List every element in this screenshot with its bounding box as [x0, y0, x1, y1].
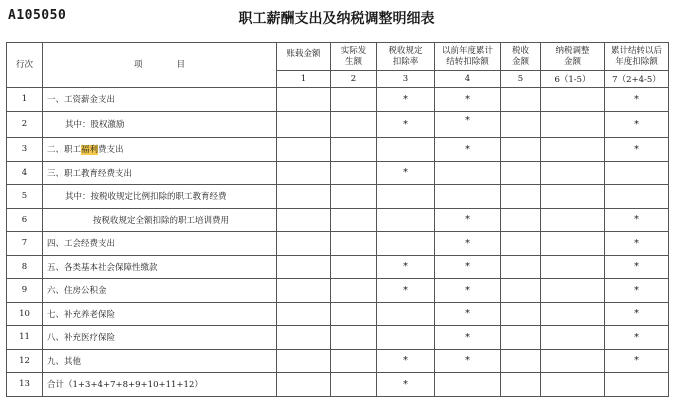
value-cell	[501, 111, 541, 138]
value-cell	[501, 255, 541, 279]
value-cell	[277, 88, 331, 112]
row-item-label: 五、各类基本社会保障性缴款	[43, 255, 277, 279]
value-cell	[331, 185, 377, 209]
value-cell	[331, 208, 377, 232]
not-applicable-mark: *	[435, 138, 501, 162]
value-cell	[277, 208, 331, 232]
value-cell	[377, 208, 435, 232]
not-applicable-mark: *	[377, 111, 435, 138]
not-applicable-mark: *	[605, 326, 669, 350]
not-applicable-mark: *	[605, 349, 669, 373]
row-item-label: 其中：按税收规定比例扣除的职工教育经费	[43, 185, 277, 209]
value-cell	[331, 373, 377, 397]
value-cell	[501, 302, 541, 326]
table-row	[7, 88, 669, 112]
col-number: 6（1-5）	[541, 71, 605, 88]
value-cell	[541, 161, 605, 185]
row-number: 12	[7, 349, 43, 373]
value-cell	[541, 349, 605, 373]
row-number: 2	[7, 111, 43, 138]
value-cell	[541, 232, 605, 256]
value-cell	[331, 161, 377, 185]
col-number: 5	[501, 71, 541, 88]
row-item-label: 合计（1+3+4+7+8+9+10+11+12）	[43, 373, 277, 397]
table-row	[7, 279, 669, 303]
col-number: 2	[331, 71, 377, 88]
table-row	[7, 161, 669, 185]
row-number: 4	[7, 161, 43, 185]
not-applicable-mark: *	[605, 88, 669, 112]
not-applicable-mark: *	[435, 326, 501, 350]
row-number: 6	[7, 208, 43, 232]
table-row	[7, 185, 669, 209]
row-item-label: 四、工会经费支出	[43, 232, 277, 256]
value-cell	[501, 279, 541, 303]
table-row	[7, 111, 669, 138]
col-number: 7（2+4-5）	[605, 71, 669, 88]
header-adjustment: 纳税调整 金额	[541, 43, 605, 71]
not-applicable-mark: *	[605, 208, 669, 232]
table-row	[7, 255, 669, 279]
value-cell	[605, 373, 669, 397]
value-cell	[377, 326, 435, 350]
not-applicable-mark: *	[435, 255, 501, 279]
not-applicable-mark: *	[377, 161, 435, 185]
row-number: 9	[7, 279, 43, 303]
not-applicable-mark: *	[435, 208, 501, 232]
header-tax-amount: 税收 金额	[501, 43, 541, 71]
value-cell	[541, 88, 605, 112]
page-title: 职工薪酬支出及纳税调整明细表	[238, 11, 435, 27]
header-prior-carryover: 以前年度累计 结转扣除额	[435, 43, 501, 71]
value-cell	[277, 255, 331, 279]
value-cell	[331, 349, 377, 373]
header-future-carryover: 累计结转以后 年度扣除额	[605, 43, 669, 71]
value-cell	[541, 279, 605, 303]
value-cell	[501, 326, 541, 350]
value-cell	[331, 88, 377, 112]
header-actual-amount: 实际发 生额	[331, 43, 377, 71]
value-cell	[435, 161, 501, 185]
row-number: 1	[7, 88, 43, 112]
header-row-no: 行次	[7, 43, 43, 88]
not-applicable-mark: *	[435, 88, 501, 112]
not-applicable-mark: *	[377, 349, 435, 373]
not-applicable-mark: *	[435, 111, 501, 138]
value-cell	[541, 373, 605, 397]
value-cell	[501, 185, 541, 209]
table-row	[7, 326, 669, 350]
not-applicable-mark: *	[605, 255, 669, 279]
col-number: 3	[377, 71, 435, 88]
not-applicable-mark: *	[377, 255, 435, 279]
value-cell	[541, 302, 605, 326]
row-item-label: 八、补充医疗保险	[43, 326, 277, 350]
not-applicable-mark: *	[605, 232, 669, 256]
value-cell	[277, 326, 331, 350]
value-cell	[331, 138, 377, 162]
value-cell	[277, 232, 331, 256]
header-item: 项 目	[43, 43, 277, 88]
row-number: 8	[7, 255, 43, 279]
item-text: 二、职工	[47, 145, 82, 156]
row-item-label: 一、工资薪金支出	[43, 88, 277, 112]
not-applicable-mark: *	[377, 373, 435, 397]
table-row	[7, 349, 669, 373]
value-cell	[277, 279, 331, 303]
not-applicable-mark: *	[435, 232, 501, 256]
value-cell	[605, 185, 669, 209]
row-number: 7	[7, 232, 43, 256]
value-cell	[501, 208, 541, 232]
value-cell	[435, 373, 501, 397]
table-row	[7, 302, 669, 326]
row-item-label: 六、住房公积金	[43, 279, 277, 303]
value-cell	[541, 326, 605, 350]
table-row	[7, 138, 669, 162]
value-cell	[331, 111, 377, 138]
form-code: A105050	[8, 8, 67, 23]
value-cell	[541, 111, 605, 138]
row-item-label	[43, 138, 277, 162]
not-applicable-mark: *	[435, 279, 501, 303]
value-cell	[501, 161, 541, 185]
not-applicable-mark: *	[605, 138, 669, 162]
value-cell	[277, 111, 331, 138]
value-cell	[277, 373, 331, 397]
header-deduction-rate: 税收规定 扣除率	[377, 43, 435, 71]
row-number: 11	[7, 326, 43, 350]
table-row	[7, 232, 669, 256]
row-number: 13	[7, 373, 43, 397]
value-cell	[501, 349, 541, 373]
value-cell	[501, 88, 541, 112]
value-cell	[277, 185, 331, 209]
not-applicable-mark: *	[435, 349, 501, 373]
value-cell	[277, 138, 331, 162]
not-applicable-mark: *	[605, 111, 669, 138]
value-cell	[331, 279, 377, 303]
value-cell	[377, 138, 435, 162]
value-cell	[377, 302, 435, 326]
col-number: 4	[435, 71, 501, 88]
row-item-label: 九、其他	[43, 349, 277, 373]
not-applicable-mark: *	[605, 279, 669, 303]
value-cell	[501, 138, 541, 162]
value-cell	[277, 161, 331, 185]
row-item-label: 其中：股权激励	[43, 111, 277, 138]
value-cell	[605, 161, 669, 185]
value-cell	[331, 232, 377, 256]
value-cell	[541, 208, 605, 232]
not-applicable-mark: *	[377, 279, 435, 303]
value-cell	[541, 255, 605, 279]
value-cell	[501, 373, 541, 397]
value-cell	[277, 349, 331, 373]
row-item-label: 七、补充养老保险	[43, 302, 277, 326]
value-cell	[331, 326, 377, 350]
value-cell	[377, 185, 435, 209]
row-item-label: 按税收规定全额扣除的职工培训费用	[43, 208, 277, 232]
value-cell	[541, 185, 605, 209]
highlighted-text: 福利	[81, 145, 99, 156]
row-item-label: 三、职工教育经费支出	[43, 161, 277, 185]
value-cell	[435, 185, 501, 209]
value-cell	[501, 232, 541, 256]
value-cell	[541, 138, 605, 162]
not-applicable-mark: *	[377, 88, 435, 112]
value-cell	[277, 302, 331, 326]
value-cell	[377, 232, 435, 256]
header-row	[7, 43, 669, 71]
row-number: 5	[7, 185, 43, 209]
col-number: 1	[277, 71, 331, 88]
not-applicable-mark: *	[435, 302, 501, 326]
row-number: 10	[7, 302, 43, 326]
table-row	[7, 373, 669, 397]
header-book-amount: 账载金额	[277, 43, 331, 71]
not-applicable-mark: *	[605, 302, 669, 326]
row-number: 3	[7, 138, 43, 162]
value-cell	[331, 255, 377, 279]
value-cell	[331, 302, 377, 326]
item-text: 费支出	[98, 145, 124, 156]
tax-adjustment-table	[6, 42, 669, 397]
table-row	[7, 208, 669, 232]
